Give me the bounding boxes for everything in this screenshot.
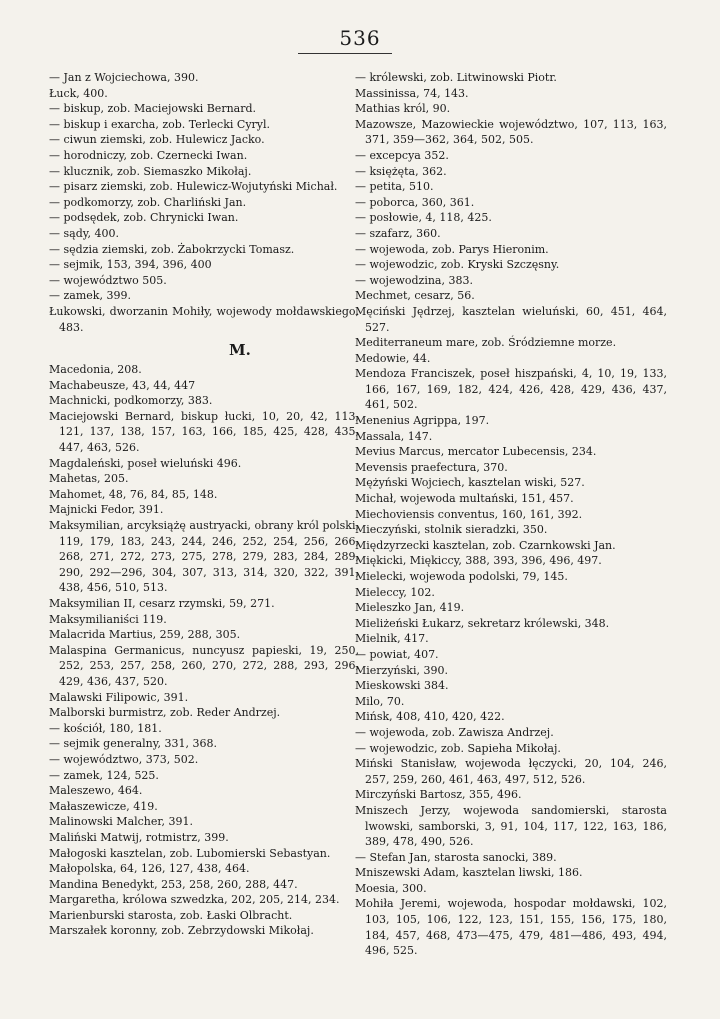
index-entry: Mazowsze, Mazowieckie województwo, 107, 113, 163, 371, 359—362, 364, 502, 505.: [355, 117, 667, 147]
index-entry: Mniszech Jerzy, wojewoda sandomierski, starosta lwowski, samborski, 3, 91, 104, 117, 122, 163, 186, 389, 478, 490, 526.: [355, 803, 667, 849]
index-entry: Miękicki, Miękiccy, 388, 393, 396, 496, 497.: [355, 554, 602, 568]
index-entry: Mieliżeński Łukarz, sekretarz królewski, 348.: [355, 616, 610, 630]
index-entry: — szafarz, 360.: [355, 226, 441, 240]
index-entry: Marienburski starosta, zob. Łaski Olbracht.: [49, 908, 293, 922]
index-entry: Mathias król, 90.: [355, 102, 451, 116]
index-entry: Mielnik, 417.: [355, 632, 429, 646]
index-entry: — zamek, 124, 525.: [49, 768, 159, 782]
index-entry: Mielecki, wojewoda podolski, 79, 145.: [355, 570, 568, 583]
index-entry: Mińsk, 408, 410, 420, 422.: [355, 710, 505, 724]
index-entry: — województwo 505.: [49, 273, 167, 287]
section-heading: M.: [229, 341, 251, 360]
index-entry: — sędzia ziemski, zob. Żabokrzycki Tomasz.: [49, 242, 295, 256]
index-entry: — biskup, zob. Maciejowski Bernard.: [49, 102, 257, 116]
index-entry: Mieleszko Jan, 419.: [355, 601, 465, 615]
index-entry: — Jan z Wojciechowa, 390.: [49, 71, 199, 84]
index-entry: Medowie, 44.: [355, 351, 431, 365]
index-entry: Łukowski, dworzanin Mohiły, wojewody mołdawskiego, 483.: [49, 304, 359, 334]
index-entry: Męciński Jędrzej, kasztelan wieluński, 60, 451, 464, 527.: [355, 304, 667, 334]
index-entry: Mieczyński, stolnik sieradzki, 350.: [355, 523, 548, 537]
header-rule: [298, 53, 392, 54]
index-entry: Mieleccy, 102.: [355, 585, 435, 599]
index-entry: Mevius Marcus, mercator Lubecensis, 234.: [355, 445, 597, 459]
index-entry: Mężyński Wojciech, kasztelan wiski, 527.: [355, 476, 585, 490]
index-entry: Mniszewski Adam, kasztelan liwski, 186.: [355, 866, 583, 880]
index-entry: — księżęta, 362.: [355, 164, 447, 178]
index-entry: — podsędek, zob. Chrynicki Iwan.: [49, 211, 239, 225]
index-entry: Mediterraneum mare, zob. Śródziemne morze.: [355, 336, 617, 350]
page-number: 536: [339, 26, 381, 50]
index-entry: Malborski burmistrz, zob. Reder Andrzej.: [49, 706, 281, 720]
index-entry: Machabeusze, 43, 44, 447: [49, 378, 196, 392]
index-entry: — posłowie, 4, 118, 425.: [355, 211, 492, 225]
index-entry: Małaszewicze, 419.: [49, 799, 158, 813]
index-entry: — wojewodzic, zob. Kryski Szczęsny.: [355, 258, 560, 272]
index-entry: — sejmik, 153, 394, 396, 400: [49, 258, 212, 272]
right-column: [355, 70, 667, 959]
index-entry: Mierzyński, 390.: [355, 663, 448, 677]
index-entry: Mahetas, 205.: [49, 472, 129, 486]
index-entry: — wojewoda, zob. Parys Hieronim.: [355, 242, 549, 256]
index-entry: — kościół, 180, 181.: [49, 721, 162, 735]
index-entry: — sądy, 400.: [49, 226, 119, 240]
index-entry: Małogoski kasztelan, zob. Lubomierski Sebastyan.: [49, 846, 331, 860]
index-entry: Mendoza Franciszek, poseł hiszpański, 4, 10, 19, 133, 166, 167, 169, 182, 424, 426, 428, 429, 436, 437, 461, 502.: [355, 367, 667, 412]
index-entry: Maksymilianiści 119.: [49, 612, 167, 626]
index-entry: Magdaleński, poseł wieluński 496.: [49, 456, 242, 470]
left-column: [49, 70, 359, 939]
index-entry: Mechmet, cesarz, 56.: [355, 289, 475, 303]
index-entry: Malawski Filipowic, 391.: [49, 690, 189, 704]
index-entry: Malaspina Germanicus, nuncyusz papieski, 19, 250, 252, 253, 257, 258, 260, 270, 272, 288, 293, 296, 429, 436, 437, 520.: [49, 643, 359, 688]
index-entry: Machnicki, podkomorzy, 383.: [49, 394, 213, 408]
index-entry: Margaretha, królowa szwedzka, 202, 205, 214, 234.: [49, 893, 340, 907]
index-entry: Maciejowski Bernard, biskup łucki, 10, 20, 42, 113, 121, 137, 138, 157, 163, 166, 185, 425, 428, 435, 447, 463, 526.: [49, 409, 359, 455]
index-entry: — excepcya 352.: [355, 148, 449, 162]
index-entry: — województwo, 373, 502.: [49, 752, 199, 766]
index-entry: Maksymilian, arcyksiążę austryacki, obrany król polski, 119, 179, 183, 243, 244, 246, 252, 254, 256, 266, 268, 271, 272, 273, 275, 278, 279, 283, 284, 289, 290, 292—296, 304, 307, 313, 314, 320, 322, 391, 438, 456, 510, 513.: [49, 519, 359, 595]
index-entry: — podkomorzy, zob. Charliński Jan.: [49, 195, 247, 209]
index-entry: — poborca, 360, 361.: [355, 195, 475, 209]
index-entry: — wojewodzina, 383.: [355, 273, 473, 287]
index-entry: Miechoviensis conventus, 160, 161, 392.: [355, 507, 583, 521]
index-entry: — horodniczy, zob. Czernecki Iwan.: [49, 148, 248, 162]
index-entry: — królewski, zob. Litwinowski Piotr.: [355, 71, 557, 84]
index-entry: Miński Stanisław, wojewoda łęczycki, 20, 104, 246, 257, 259, 260, 461, 463, 497, 512, 526.: [355, 757, 667, 786]
index-entry: Menenius Agrippa, 197.: [355, 414, 490, 428]
index-entry: Maksymilian II, cesarz rzymski, 59, 271.: [49, 597, 275, 610]
index-entry: Macedonia, 208.: [49, 363, 142, 377]
index-entry: — wojewodzic, zob. Sapieha Mikołaj.: [355, 741, 561, 755]
index-entry: Moesia, 300.: [355, 881, 427, 895]
index-entry: Mevensis praefectura, 370.: [355, 460, 508, 474]
index-entry: Mahomet, 48, 76, 84, 85, 148.: [49, 487, 218, 501]
index-entry: Maleszewo, 464.: [49, 784, 143, 798]
index-entry: — petita, 510.: [355, 180, 434, 194]
index-entry: Maliński Matwij, rotmistrz, 399.: [49, 830, 229, 844]
index-entry: — ciwun ziemski, zob. Hulewicz Jacko.: [49, 133, 265, 147]
index-entry: Międzyrzecki kasztelan, zob. Czarnkowski Jan.: [355, 538, 616, 552]
index-entry: Malacrida Martius, 259, 288, 305.: [49, 628, 241, 642]
index-entry: — wojewoda, zob. Zawisza Andrzej.: [355, 725, 554, 739]
index-entry: — powiat, 407.: [355, 647, 439, 661]
index-entry: — Stefan Jan, starosta sanocki, 389.: [355, 850, 557, 864]
index-entry: Michał, wojewoda multański, 151, 457.: [355, 492, 574, 506]
index-entry: Malinowski Malcher, 391.: [49, 815, 193, 829]
index-entry: — klucznik, zob. Siemaszko Mikołaj.: [49, 164, 252, 178]
index-entry: Łuck, 400.: [49, 86, 108, 100]
index-entry: Mandina Benedykt, 253, 258, 260, 288, 447.: [49, 877, 298, 891]
index-entry: Massinissa, 74, 143.: [355, 86, 469, 100]
index-entry: Mieskowski 384.: [355, 679, 449, 693]
index-entry: Mirczyński Bartosz, 355, 496.: [355, 788, 522, 802]
index-entry: Mohiła Jeremi, wojewoda, hospodar mołdawski, 102, 103, 105, 106, 122, 123, 151, 155, 156, 175, 180, 184, 457, 468, 473—475, 479, 481—486, 493, 494, 496, 525.: [355, 897, 667, 958]
index-entry: — sejmik generalny, 331, 368.: [49, 737, 217, 751]
index-entry: — biskup i exarcha, zob. Terlecki Cyryl.: [49, 117, 271, 131]
index-entry: Marszałek koronny, zob. Zebrzydowski Mikołaj.: [49, 924, 314, 938]
index-entry: Majnicki Fedor, 391.: [49, 503, 164, 517]
index-entry: Milo, 70.: [355, 694, 405, 708]
index-entry: — zamek, 399.: [49, 289, 131, 303]
index-entry: Massala, 147.: [355, 429, 433, 443]
index-entry: — pisarz ziemski, zob. Hulewicz-Wojutyński Michał.: [49, 180, 338, 194]
index-entry: Małopolska, 64, 126, 127, 438, 464.: [49, 862, 250, 876]
